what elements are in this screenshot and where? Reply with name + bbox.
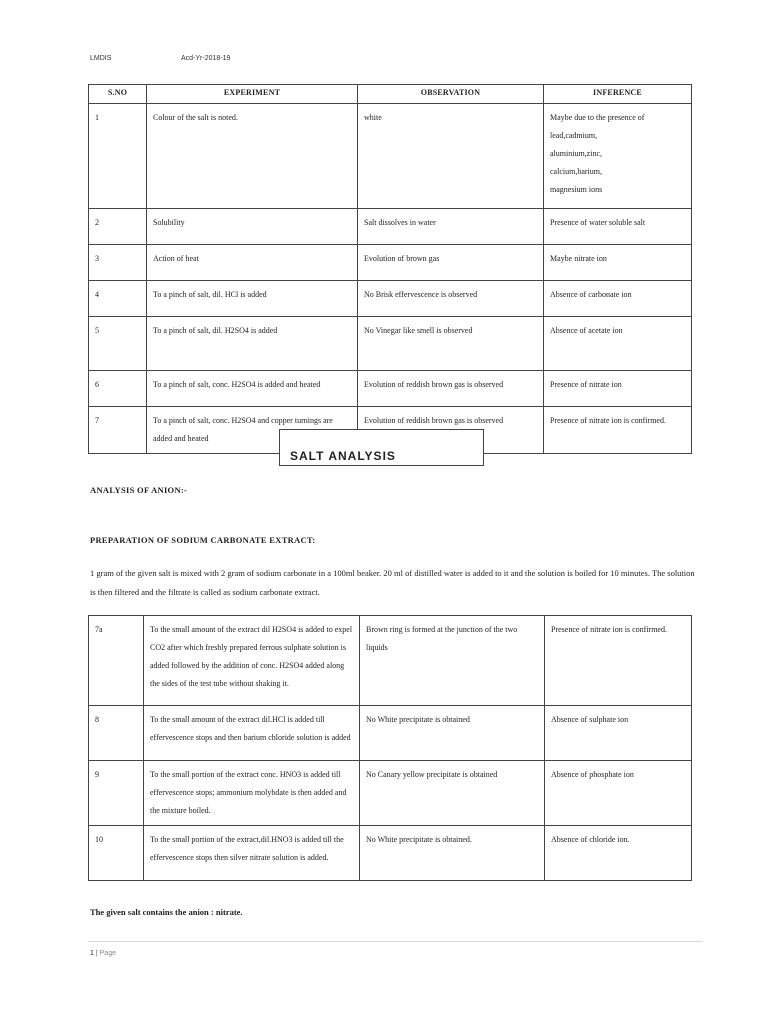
cell-inference: Presence of nitrate ion bbox=[544, 371, 692, 407]
page-number: 1 bbox=[90, 950, 94, 957]
conclusion-label: The given salt contains the anion : bbox=[90, 907, 216, 917]
page-separator: | bbox=[95, 950, 98, 957]
cell-inference: Presence of nitrate ion is confirmed. bbox=[544, 407, 692, 454]
cell-inference: Absence of sulphate ion bbox=[545, 706, 692, 761]
cell-sno: 1 bbox=[89, 104, 147, 209]
cell-experiment: To a pinch of salt, conc. H2SO4 and copper turnings are added and heated bbox=[147, 407, 358, 454]
inference-line: calcium,barium, bbox=[550, 167, 602, 176]
header-left: LMDIS bbox=[90, 55, 112, 62]
cell-inference: Absence of phosphate ion bbox=[545, 761, 692, 826]
cell-observation: Brown ring is formed at the junction of the two liquids bbox=[360, 616, 545, 706]
page-footer bbox=[90, 950, 116, 957]
table-row bbox=[89, 826, 692, 881]
cell-observation: white bbox=[358, 104, 544, 209]
prep-paragraph: 1 gram of the given salt is mixed with 2 gram of sodium carbonate in a 100ml beaker. 20 ml of distilled water is added to it and the solution is boiled for 10 minutes. The solution is then filtered and the filtrate is called as sodium carbonate extract. bbox=[90, 568, 695, 597]
col-header-sno: S.NO bbox=[89, 85, 147, 104]
cell-sno: 3 bbox=[89, 245, 147, 281]
conclusion bbox=[90, 907, 243, 917]
cell-observation: No White precipitate is obtained bbox=[360, 706, 545, 761]
cell-observation: No Brisk effervescence is observed bbox=[358, 281, 544, 317]
cell-experiment: To the small portion of the extract,dil.HNO3 is added till the effervescence stops then silver nitrate solution is added. bbox=[144, 826, 360, 881]
table-row bbox=[89, 317, 692, 371]
cell-observation: Evolution of brown gas bbox=[358, 245, 544, 281]
inference-line: lead,cadmium, bbox=[550, 131, 598, 140]
col-header-observation: OBSERVATION bbox=[358, 85, 544, 104]
cell-experiment: Solubility bbox=[147, 209, 358, 245]
table-row bbox=[89, 761, 692, 826]
cell-observation: No White precipitate is obtained. bbox=[360, 826, 545, 881]
cell-inference: Absence of carbonate ion bbox=[544, 281, 692, 317]
header-right: Acd-Yr-2018-19 bbox=[181, 55, 231, 62]
cell-inference: Presence of nitrate ion is confirmed. bbox=[545, 616, 692, 706]
inference-line: aluminium,zinc, bbox=[550, 149, 602, 158]
cell-sno: 7 bbox=[89, 407, 147, 454]
cell-inference: Maybe nitrate ion bbox=[544, 245, 692, 281]
col-header-inference: INFERENCE bbox=[544, 85, 692, 104]
cell-observation: Evolution of reddish brown gas is observed bbox=[358, 407, 544, 454]
cell-experiment: Action of heat bbox=[147, 245, 358, 281]
table-row bbox=[89, 281, 692, 317]
table-row bbox=[89, 104, 692, 209]
cell-experiment: Colour of the salt is noted. bbox=[147, 104, 358, 209]
preliminary-tests-table bbox=[88, 84, 692, 454]
cell-observation: Salt dissolves in water bbox=[358, 209, 544, 245]
table-row bbox=[89, 616, 692, 706]
table-row bbox=[89, 371, 692, 407]
cell-sno: 6 bbox=[89, 371, 147, 407]
document-title: SALT ANALYSIS bbox=[290, 449, 396, 463]
title-box bbox=[279, 429, 484, 466]
cell-experiment: To a pinch of salt, dil. HCl is added bbox=[147, 281, 358, 317]
conclusion-value: nitrate. bbox=[215, 907, 243, 917]
cell-observation: No Vinegar like smell is observed bbox=[358, 317, 544, 371]
cell-sno: 2 bbox=[89, 209, 147, 245]
cell-sno: 8 bbox=[89, 706, 144, 761]
cell-inference bbox=[544, 104, 692, 209]
cell-experiment: To a pinch of salt, dil. H2SO4 is added bbox=[147, 317, 358, 371]
analysis-heading: ANALYSIS OF ANION:- bbox=[90, 485, 188, 495]
cell-sno: 10 bbox=[89, 826, 144, 881]
cell-inference: Absence of acetate ion bbox=[544, 317, 692, 371]
inference-line: magnesium ions bbox=[550, 185, 603, 194]
prep-heading: PREPARATION OF SODIUM CARBONATE EXTRACT: bbox=[90, 535, 316, 545]
table-row bbox=[89, 706, 692, 761]
inference-line: Maybe due to the presence of bbox=[550, 113, 645, 122]
cell-experiment: To the small portion of the extract conc. HNO3 is added till effervescence stops; ammonium molybdate is then added and the mixture boiled. bbox=[144, 761, 360, 826]
col-header-experiment: EXPERIMENT bbox=[147, 85, 358, 104]
cell-sno: 4 bbox=[89, 281, 147, 317]
cell-observation: Evolution of reddish brown gas is observed bbox=[358, 371, 544, 407]
anion-tests-table bbox=[88, 615, 692, 881]
cell-sno: 7a bbox=[89, 616, 144, 706]
cell-sno: 9 bbox=[89, 761, 144, 826]
table-row bbox=[89, 209, 692, 245]
page-label: Page bbox=[99, 950, 116, 957]
table-row bbox=[89, 245, 692, 281]
cell-experiment: To a pinch of salt, conc. H2SO4 is added and heated bbox=[147, 371, 358, 407]
cell-experiment: To the small amount of the extract dil.HCl is added till effervescence stops and then barium chloride solution is added bbox=[144, 706, 360, 761]
cell-observation: No Canary yellow precipitate is obtained bbox=[360, 761, 545, 826]
footer-divider bbox=[88, 941, 703, 942]
cell-inference: Presence of water soluble salt bbox=[544, 209, 692, 245]
cell-experiment: To the small amount of the extract dil H2SO4 is added to expel CO2 after which freshly prepared ferrous sulphate solution is added followed by the addition of conc. H2SO4 added along the sides of the test tube without shaking it. bbox=[144, 616, 360, 706]
cell-sno: 5 bbox=[89, 317, 147, 371]
cell-inference: Absence of chloride ion. bbox=[545, 826, 692, 881]
